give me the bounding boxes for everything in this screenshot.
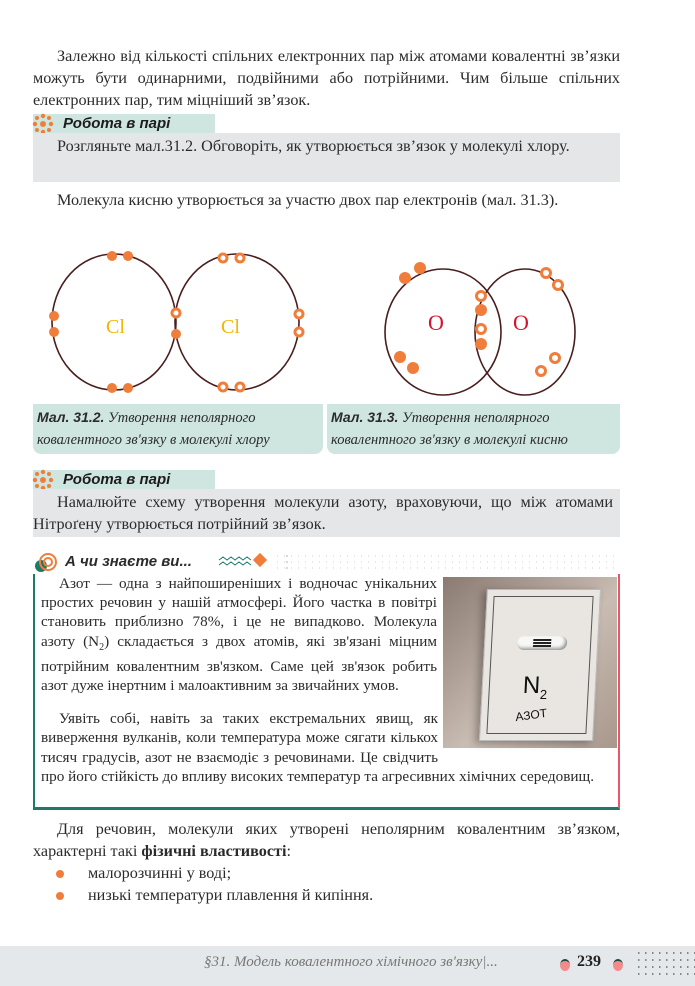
bold-term: фізичні властивості [141,842,287,860]
text: ) складається з двох атомів, які зв'язані міцним потрійним ковалентним зв'язком. Саме цей зв'язок робить азот дуже інертним і малоактивним за звичайних умов. [41,632,437,695]
text: Азот — одна з найпоширеніших і водночас унікальних простих речовин у нашій атмосфері. Його частка в повітрі становить приблизно 78%, і це не випадково. Молекула азоту (N [41,575,437,650]
running-title: §31. Модель ковалентного хімічного зв'язку|... [204,954,498,970]
text: Для речовин, молекули яких утворені неполярним ковалентним зв’язком, характерні такі [33,820,620,860]
did-you-know-header [33,552,620,572]
did-you-know-p1 [41,574,437,695]
did-you-know-p2 [41,709,616,787]
property-item: малорозчинні у воді; [88,864,232,882]
page-number: 239 [577,953,601,970]
did-you-know-box [33,574,620,810]
page-footer [0,946,695,986]
figure-caption-31-3 [327,404,620,454]
caption-text: Утворення неполярного ковалентного зв'язку в молекулі хлору [37,410,270,448]
pair-work-box-2 [33,489,620,537]
bullet-icon [56,892,64,900]
bullet-icon [56,870,64,878]
text: : [286,842,291,860]
caption-text: Утворення неполярного ковалентного зв'язку в молекулі кисню [331,410,568,448]
text: Уявіть собі, навіть за таких екстремальних явищ, як виверження вулканів, коли температура може сягати кількох тисяч градусів, азот не взаємодіє з речовинами. Це свідчить про його стійкість до впливу високих температур та агресивних хімічних середовищ. [41,710,594,786]
intro-paragraph: Залежно від кількості спільних електронних пар між атомами ковалентні зв’язки можуть бути одинарними, подвійними або потрійними. Чим більше спільних електронних пар, тим міцніший зв’язок. [33,47,620,109]
atom-label: O [428,310,444,335]
properties-intro [33,818,620,862]
pair-work-text: Розгляньте мал.31.2. Обговоріть, як утворюється зв’язок у молекулі хлору. [57,137,570,155]
atom-label: Cl [221,316,240,338]
atom-label: Cl [106,316,125,338]
oxygen-paragraph: Молекула кисню утворюється за участю двох пар електронів (мал. 31.3). [57,191,559,209]
figure-label: Мал. 31.3. [331,409,399,425]
decorative-dot-grid [636,950,695,980]
target-icon [33,552,61,574]
dot-icon [560,959,570,971]
figure-label: Мал. 31.2. [37,409,105,425]
image-label: АЗОТ [514,705,548,725]
property-item: низькі температури плавлення й кипіння. [88,886,374,904]
image-formula-sub: 2 [539,686,548,702]
did-you-know-title: А чи знаєте ви... [65,553,192,570]
pair-work-header-2 [33,470,215,489]
float-spacer [438,709,616,749]
subscript: 2 [99,641,105,653]
image-formula: N [522,672,541,699]
pair-work-text: Намалюйте схему утворення молекули азоту, враховуючи, що між атомами Нітроґену утворюється потрійний зв’язок. [33,493,613,533]
triple-bond-icon [517,636,568,650]
pair-work-title: Робота в парі [63,471,171,488]
pair-work-box-1 [33,133,620,182]
decorative-wave-dots [217,552,617,572]
pair-work-header-1 [33,114,215,133]
figure-caption-31-2 [33,404,323,454]
bond-diagrams [0,240,695,405]
pair-work-title: Робота в парі [63,115,171,132]
atom-label: O [513,310,529,335]
dot-icon [613,959,623,971]
